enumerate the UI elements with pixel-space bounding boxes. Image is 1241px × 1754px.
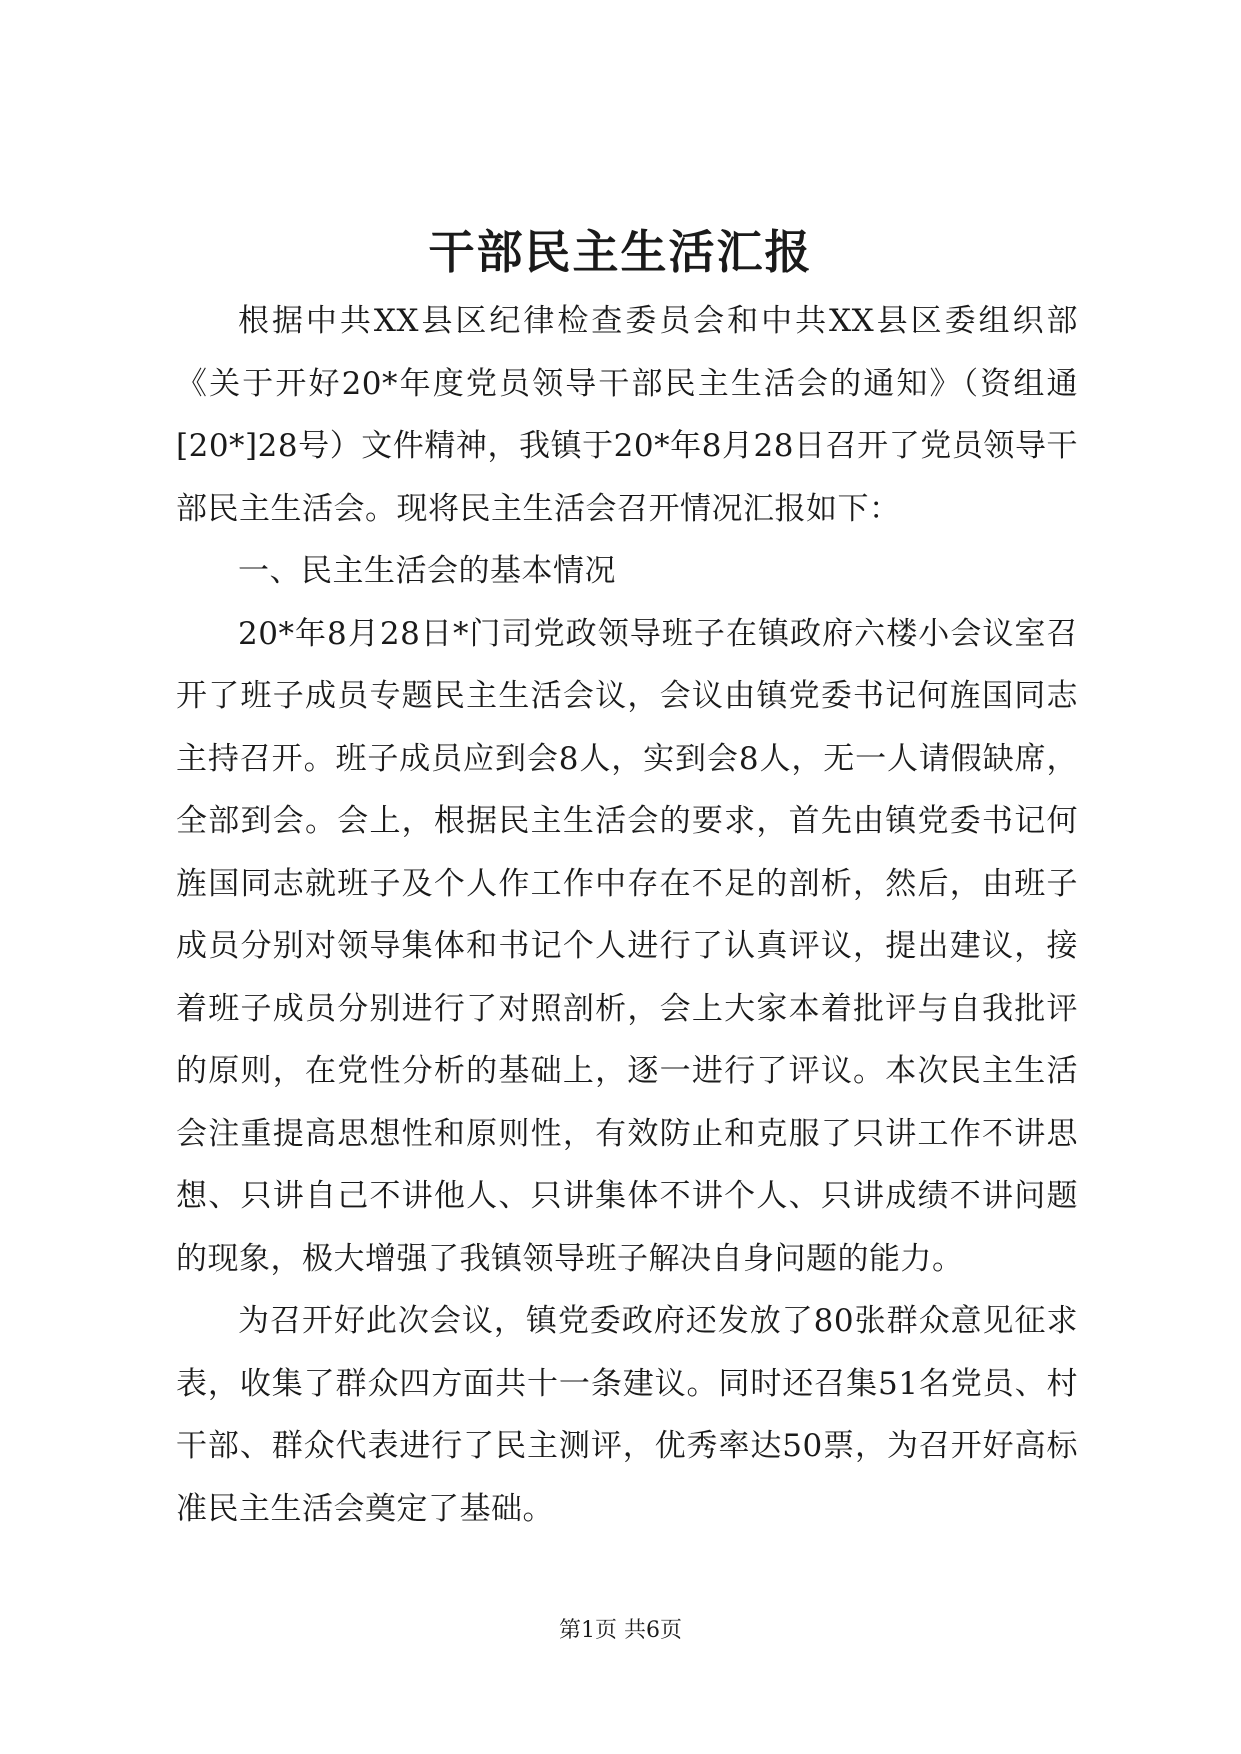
document-body [176, 290, 1078, 1540]
document-title: 干部民主生活汇报 [428, 225, 813, 279]
section-heading: 一、民主生活会的基本情况 [238, 553, 616, 589]
paragraph-preparation: 为召开好此次会议，镇党委政府还发放了80张群众意见征求表，收集了群众四方面共十一条建议。同时还召集51名党员、村干部、群众代表进行了民主测评，优秀率达50票，为召开好高标准民主生活会奠定了基础。 [176, 1303, 1078, 1527]
paragraph-intro: 根据中共XX县区纪律检查委员会和中共XX县区委组织部《关于开好20*年度党员领导干部民主生活会的通知》（资组通[20*]28号）文件精神，我镇于20*年8月28日召开了党员领导干部民主生活会。现将民主生活会召开情况汇报如下： [176, 303, 1078, 527]
page-number-footer: 第1页 共6页 [559, 1618, 682, 1643]
paragraph-basic-situation: 20*年8月28日*门司党政领导班子在镇政府六楼小会议室召开了班子成员专题民主生活会议，会议由镇党委书记何旌国同志主持召开。班子成员应到会8人，实到会8人，无一人请假缺席，全部到会。会上，根据民主生活会的要求，首先由镇党委书记何旌国同志就班子及个人作工作中存在不足的剖析，然后，由班子成员分别对领导集体和书记个人进行了认真评议，提出建议，接着班子成员分别进行了对照剖析，会上大家本着批评与自我批评的原则，在党性分析的基础上，逐一进行了评议。本次民主生活会注重提高思想性和原则性，有效防止和克服了只讲工作不讲思想、只讲自己不讲他人、只讲集体不讲个人、只讲成绩不讲问题的现象，极大增强了我镇领导班子解决自身问题的能力。 [176, 615, 1078, 1277]
